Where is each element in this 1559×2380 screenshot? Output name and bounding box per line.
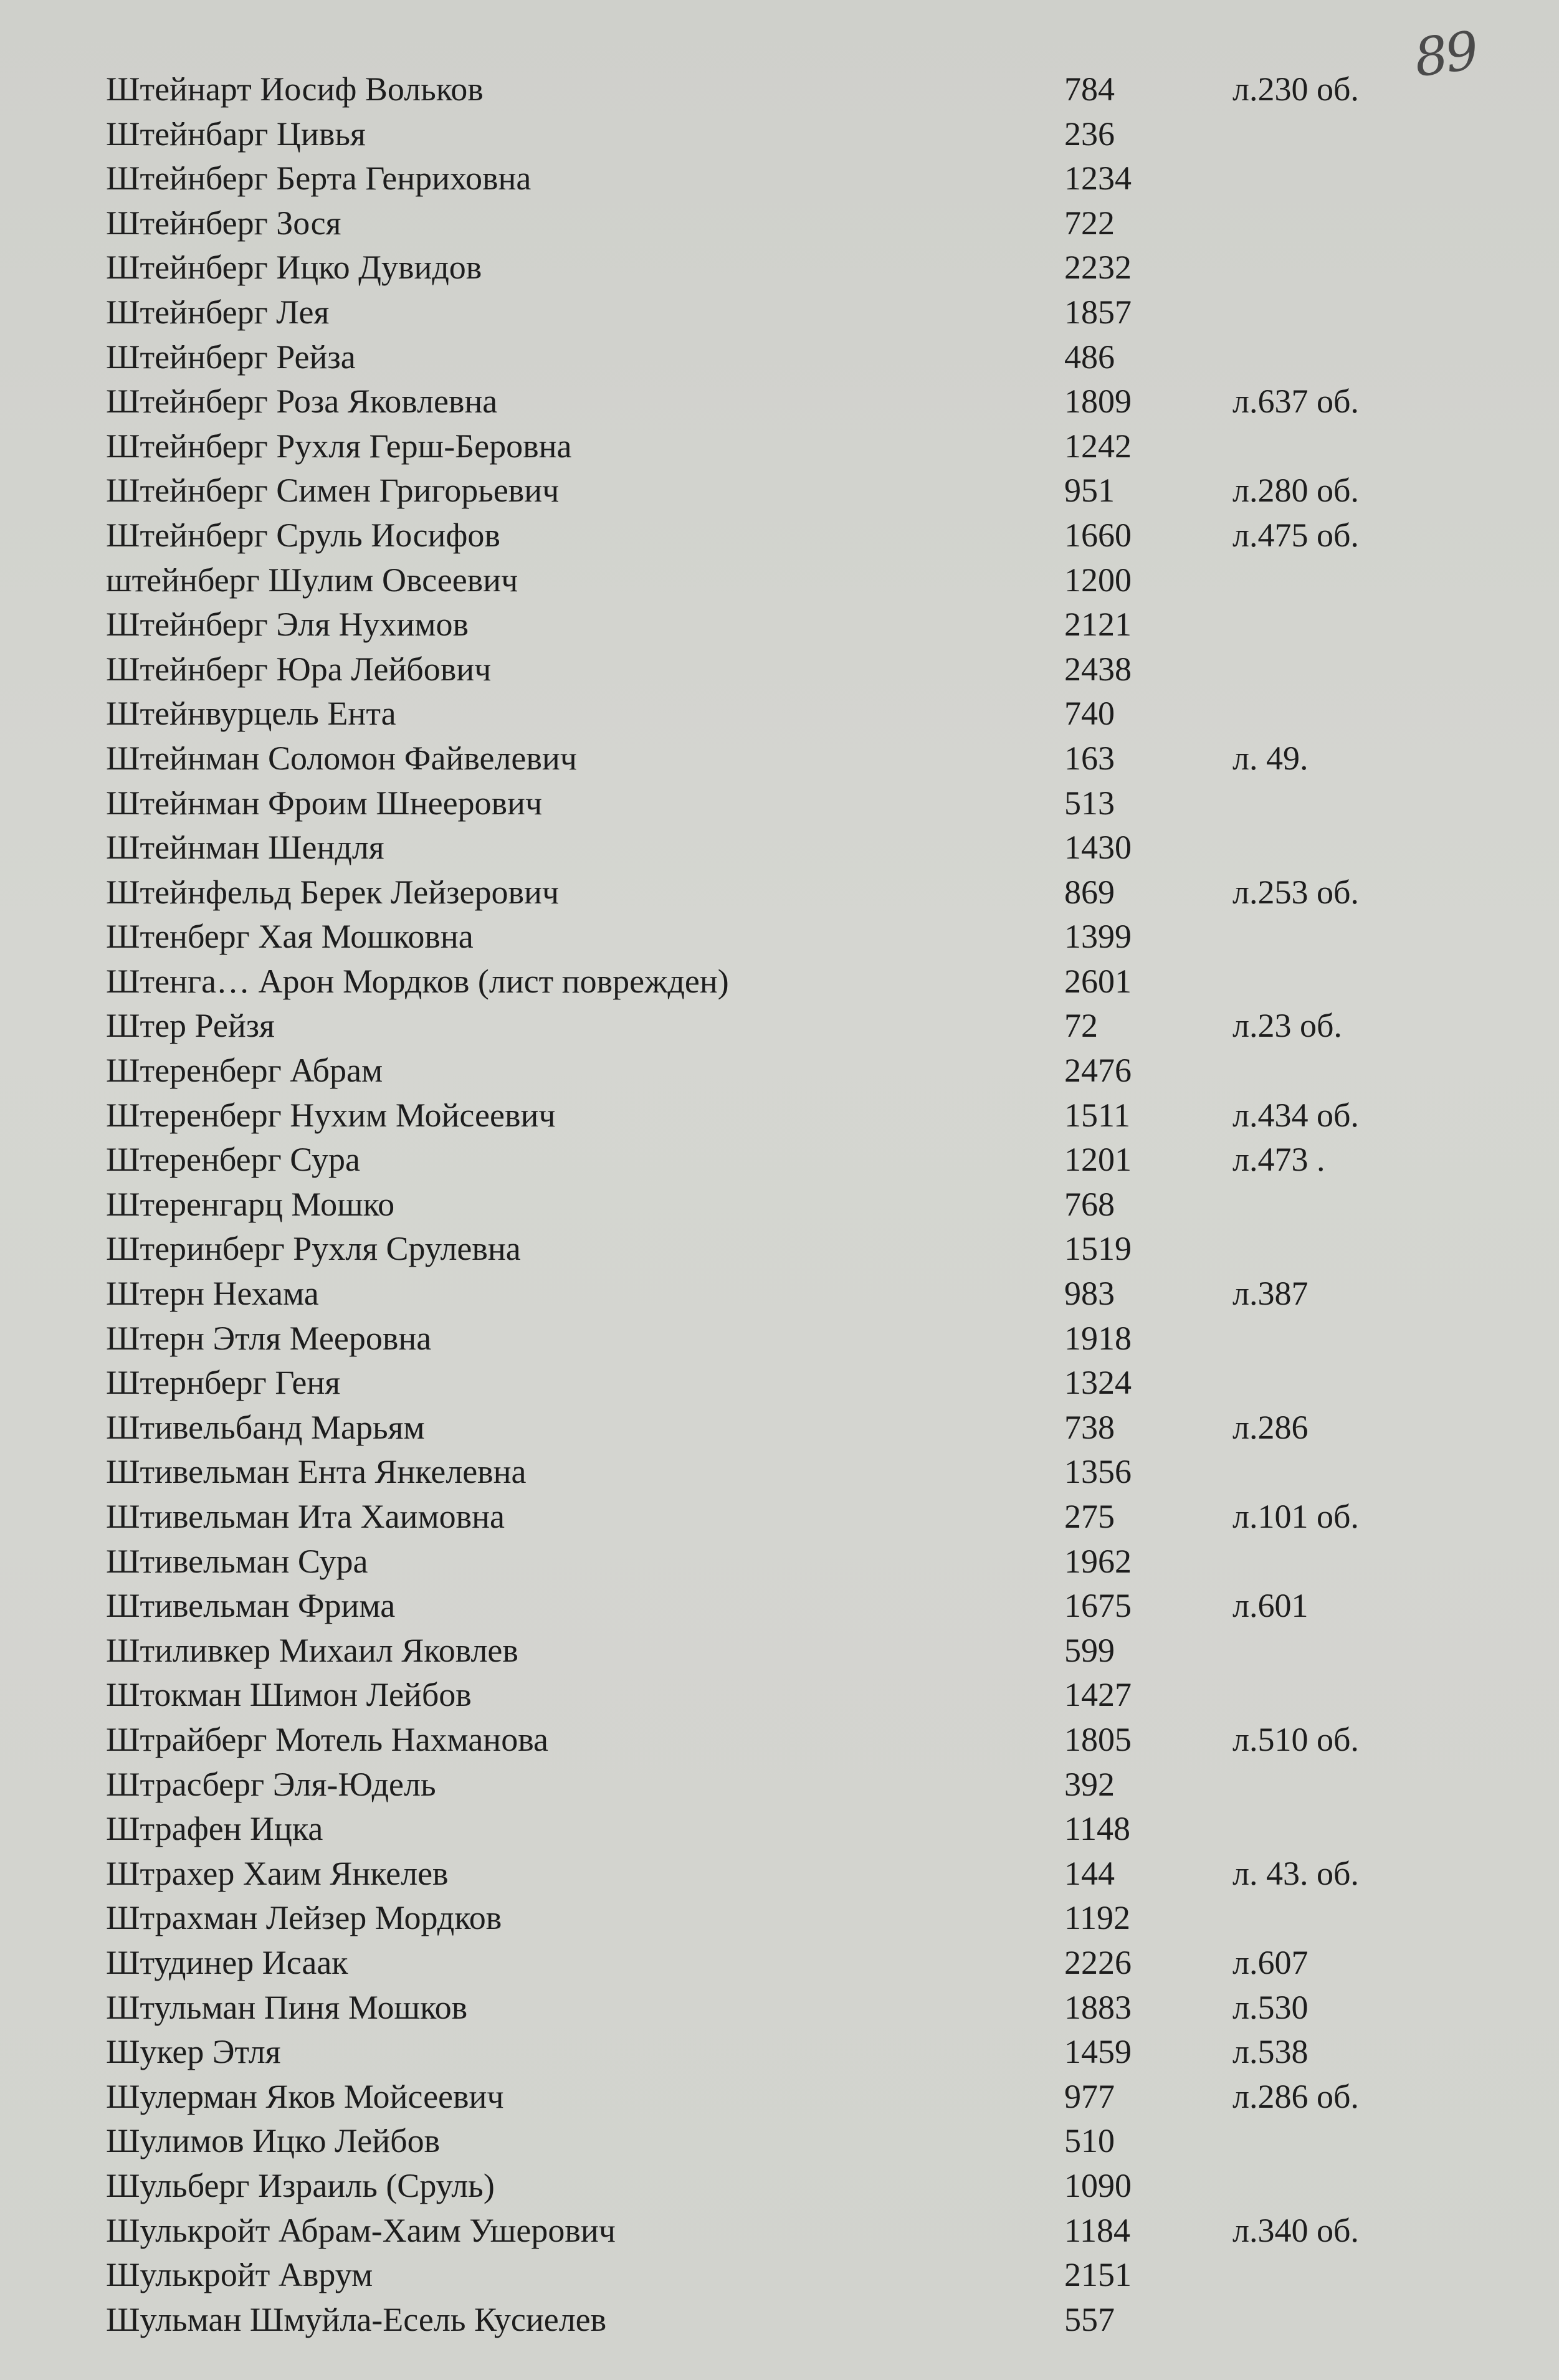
entry-number: 2601 (1064, 962, 1132, 1000)
entry-name: Штейнарт Иосиф Вольков (106, 70, 484, 108)
entry-name: Штеренберг Абрам (106, 1052, 383, 1090)
register-entry (100, 959, 1439, 1004)
register-entry (100, 1495, 1439, 1540)
register-entry (100, 2298, 1439, 2343)
register-entry (100, 915, 1439, 959)
name-register-list (100, 67, 1439, 2342)
entry-sheet-reference: л.601 (1232, 1587, 1309, 1625)
entry-number: 2151 (1064, 2256, 1132, 2294)
entry-name: Шулькройт Абрам-Хаим Ушерович (106, 2211, 616, 2249)
entry-number: 1809 (1064, 383, 1132, 421)
register-entry (100, 1852, 1439, 1897)
entry-number: 1857 (1064, 293, 1132, 331)
entry-name: Штеринберг Рухля Срулевна (106, 1230, 521, 1268)
entry-number: 275 (1064, 1498, 1115, 1535)
register-entry (100, 1049, 1439, 1093)
entry-number: 1427 (1064, 1676, 1132, 1714)
entry-number: 1356 (1064, 1453, 1132, 1491)
register-entry (100, 1763, 1439, 1807)
page-number: 89 (1410, 19, 1480, 89)
entry-name: Штульман Пиня Мошков (106, 1988, 468, 2026)
entry-number: 236 (1064, 115, 1115, 153)
entry-name: Штейнман Соломон Файвелевич (106, 739, 577, 777)
entry-name: Штейнберг Симен Григорьевич (106, 472, 560, 510)
entry-name: Штивельбанд Марьям (106, 1408, 425, 1446)
entry-sheet-reference: л.387 (1232, 1275, 1309, 1313)
register-entry (100, 335, 1439, 380)
entry-name: Штеренберг Нухим Мойсеевич (106, 1096, 556, 1134)
register-entry (100, 67, 1439, 112)
register-entry (100, 1227, 1439, 1272)
entry-number: 163 (1064, 739, 1115, 777)
entry-sheet-reference: л.530 (1232, 1988, 1309, 2026)
entry-name: Шулимов Ицко Лейбов (106, 2122, 441, 2160)
entry-sheet-reference: л. 43. об. (1232, 1854, 1359, 1892)
register-entry (100, 469, 1439, 513)
entry-number: 1883 (1064, 1988, 1132, 2026)
entry-name: Штивельман Ента Янкелевна (106, 1453, 527, 1491)
entry-sheet-reference: л.434 об. (1232, 1096, 1359, 1134)
entry-number: 1660 (1064, 516, 1132, 554)
entry-name: Штерн Нехама (106, 1275, 319, 1313)
entry-name: Шульман Шмуйла-Есель Кусиелев (106, 2300, 607, 2338)
entry-sheet-reference: л.101 об. (1232, 1498, 1359, 1535)
entry-number: 768 (1064, 1185, 1115, 1223)
entry-name: Штейнберг Зося (106, 204, 341, 242)
entry-name: Штенберг Хая Мошковна (106, 918, 474, 956)
register-entry (100, 647, 1439, 692)
entry-name: Шульберг Израиль (Сруль) (106, 2166, 495, 2204)
register-entry (100, 558, 1439, 603)
register-entry (100, 2164, 1439, 2209)
entry-number: 722 (1064, 204, 1115, 242)
entry-name: Штрахер Хаим Янкелев (106, 1854, 449, 1892)
entry-sheet-reference: л.637 об. (1232, 383, 1359, 421)
entry-number: 486 (1064, 338, 1115, 376)
register-entry (100, 1406, 1439, 1450)
entry-sheet-reference: л.340 об. (1232, 2211, 1359, 2249)
entry-sheet-reference: л.475 об. (1232, 516, 1359, 554)
entry-name: Штрахман Лейзер Мордков (106, 1899, 502, 1937)
entry-name: Штейнберг Эля Нухимов (106, 606, 469, 644)
entry-number: 1234 (1064, 159, 1132, 198)
entry-number: 1184 (1064, 2211, 1130, 2249)
entry-number: 1192 (1064, 1899, 1130, 1937)
entry-name: Штернберг Геня (106, 1364, 341, 1402)
entry-name: Штейнман Шендля (106, 829, 384, 867)
register-entry (100, 112, 1439, 157)
entry-number: 1511 (1064, 1096, 1130, 1134)
entry-sheet-reference: л.607 (1232, 1943, 1309, 1981)
entry-number: 784 (1064, 70, 1115, 108)
register-entry (100, 2030, 1439, 2075)
register-entry (100, 1183, 1439, 1227)
register-entry (100, 513, 1439, 558)
entry-number: 1324 (1064, 1364, 1132, 1402)
register-entry (100, 781, 1439, 826)
entry-number: 977 (1064, 2077, 1115, 2115)
entry-sheet-reference: л.473 . (1232, 1141, 1325, 1179)
register-entry (100, 1584, 1439, 1629)
register-entry (100, 1896, 1439, 1941)
register-entry (100, 379, 1439, 424)
entry-name: Штер Рейзя (106, 1007, 275, 1045)
register-entry (100, 1629, 1439, 1673)
entry-name: Штейнман Фроим Шнеерович (106, 784, 543, 822)
register-entry (100, 245, 1439, 290)
register-entry (100, 1807, 1439, 1852)
entry-name: Штейнвурцель Ента (106, 695, 396, 733)
entry-name: Шулькройт Аврум (106, 2256, 373, 2294)
entry-number: 1805 (1064, 1720, 1132, 1758)
entry-number: 1201 (1064, 1141, 1132, 1179)
entry-number: 1242 (1064, 427, 1132, 465)
entry-number: 951 (1064, 472, 1115, 510)
entry-name: Штивельман Ита Хаимовна (106, 1498, 505, 1535)
entry-number: 1430 (1064, 829, 1132, 867)
register-entry (100, 424, 1439, 469)
register-entry (100, 1986, 1439, 2030)
register-entry (100, 870, 1439, 915)
entry-name: Штеренгарц Мошко (106, 1185, 395, 1223)
entry-name: Штенга… Арон Мордков (лист поврежден) (106, 962, 729, 1000)
entry-number: 983 (1064, 1275, 1115, 1313)
entry-number: 1148 (1064, 1810, 1130, 1848)
entry-name: Штудинер Исаак (106, 1943, 348, 1981)
entry-name: Штейнберг Лея (106, 293, 330, 331)
entry-number: 1675 (1064, 1587, 1132, 1625)
entry-name: Штейнберг Сруль Иосифов (106, 516, 500, 554)
register-entry (100, 2119, 1439, 2164)
entry-name: Штейнберг Рейза (106, 338, 356, 376)
entry-number: 2121 (1064, 606, 1132, 644)
register-entry (100, 2209, 1439, 2254)
register-entry (100, 1673, 1439, 1718)
entry-number: 1918 (1064, 1319, 1132, 1357)
register-entry (100, 2075, 1439, 2120)
entry-number: 599 (1064, 1631, 1115, 1669)
register-entry (100, 201, 1439, 246)
register-entry (100, 736, 1439, 781)
entry-sheet-reference: л.510 об. (1232, 1720, 1359, 1758)
entry-number: 1459 (1064, 2033, 1132, 2071)
entry-name: Штейнберг Берта Генриховна (106, 159, 532, 198)
register-entry (100, 156, 1439, 201)
entry-number: 2232 (1064, 249, 1132, 287)
entry-name: Штивельман Фрима (106, 1587, 396, 1625)
register-entry (100, 2253, 1439, 2298)
entry-number: 2226 (1064, 1943, 1132, 1981)
entry-sheet-reference: л.286 об. (1232, 2077, 1359, 2115)
entry-number: 510 (1064, 2122, 1115, 2160)
entry-number: 513 (1064, 784, 1115, 822)
entry-sheet-reference: л.253 об. (1232, 873, 1359, 911)
register-entry (100, 1718, 1439, 1763)
register-entry (100, 1450, 1439, 1495)
register-entry (100, 692, 1439, 736)
register-entry (100, 1316, 1439, 1361)
entry-sheet-reference: л.286 (1232, 1408, 1309, 1446)
entry-number: 738 (1064, 1408, 1115, 1446)
entry-number: 740 (1064, 695, 1115, 733)
entry-number: 392 (1064, 1765, 1115, 1803)
entry-number: 1519 (1064, 1230, 1132, 1268)
entry-number: 144 (1064, 1854, 1115, 1892)
entry-number: 2476 (1064, 1052, 1132, 1090)
entry-sheet-reference: л.230 об. (1232, 70, 1359, 108)
entry-number: 1200 (1064, 561, 1132, 599)
entry-name: Штейнберг Юра Лейбович (106, 650, 492, 688)
register-entry (100, 1272, 1439, 1316)
entry-sheet-reference: л.280 об. (1232, 472, 1359, 510)
entry-name: Штивельман Сура (106, 1542, 368, 1580)
entry-name: Штейнберг Рухля Герш-Беровна (106, 427, 572, 465)
entry-number: 1962 (1064, 1542, 1132, 1580)
entry-sheet-reference: л. 49. (1232, 739, 1309, 777)
register-entry (100, 1361, 1439, 1406)
entry-number: 557 (1064, 2300, 1115, 2338)
entry-sheet-reference: л.23 об. (1232, 1007, 1342, 1045)
entry-name: Штейнберг Ицко Дувидов (106, 249, 482, 287)
register-entry (100, 1004, 1439, 1049)
entry-number: 1399 (1064, 918, 1132, 956)
entry-name: штейнберг Шулим Овсеевич (106, 561, 518, 599)
register-entry (100, 1540, 1439, 1584)
entry-name: Штейнфельд Берек Лейзерович (106, 873, 559, 911)
entry-name: Штеренберг Сура (106, 1141, 360, 1179)
entry-name: Штрайберг Мотель Нахманова (106, 1720, 548, 1758)
entry-number: 1090 (1064, 2166, 1132, 2204)
entry-name: Штокман Шимон Лейбов (106, 1676, 472, 1714)
entry-name: Шулерман Яков Мойсеевич (106, 2077, 504, 2115)
register-entry (100, 290, 1439, 335)
entry-name: Штейнберг Роза Яковлевна (106, 383, 498, 421)
register-entry (100, 1093, 1439, 1138)
register-entry (100, 1941, 1439, 1986)
entry-number: 72 (1064, 1007, 1098, 1045)
entry-name: Штрасберг Эля-Юдель (106, 1765, 436, 1803)
entry-number: 869 (1064, 873, 1115, 911)
entry-number: 2438 (1064, 650, 1132, 688)
entry-name: Штиливкер Михаил Яковлев (106, 1631, 518, 1669)
entry-name: Шукер Этля (106, 2033, 281, 2071)
entry-sheet-reference: л.538 (1232, 2033, 1309, 2071)
entry-name: Штерн Этля Мееровна (106, 1319, 432, 1357)
register-entry (100, 826, 1439, 870)
entry-name: Штрафен Ицка (106, 1810, 323, 1848)
entry-name: Штейнбарг Цивья (106, 115, 366, 153)
register-entry (100, 602, 1439, 647)
register-entry (100, 1138, 1439, 1183)
